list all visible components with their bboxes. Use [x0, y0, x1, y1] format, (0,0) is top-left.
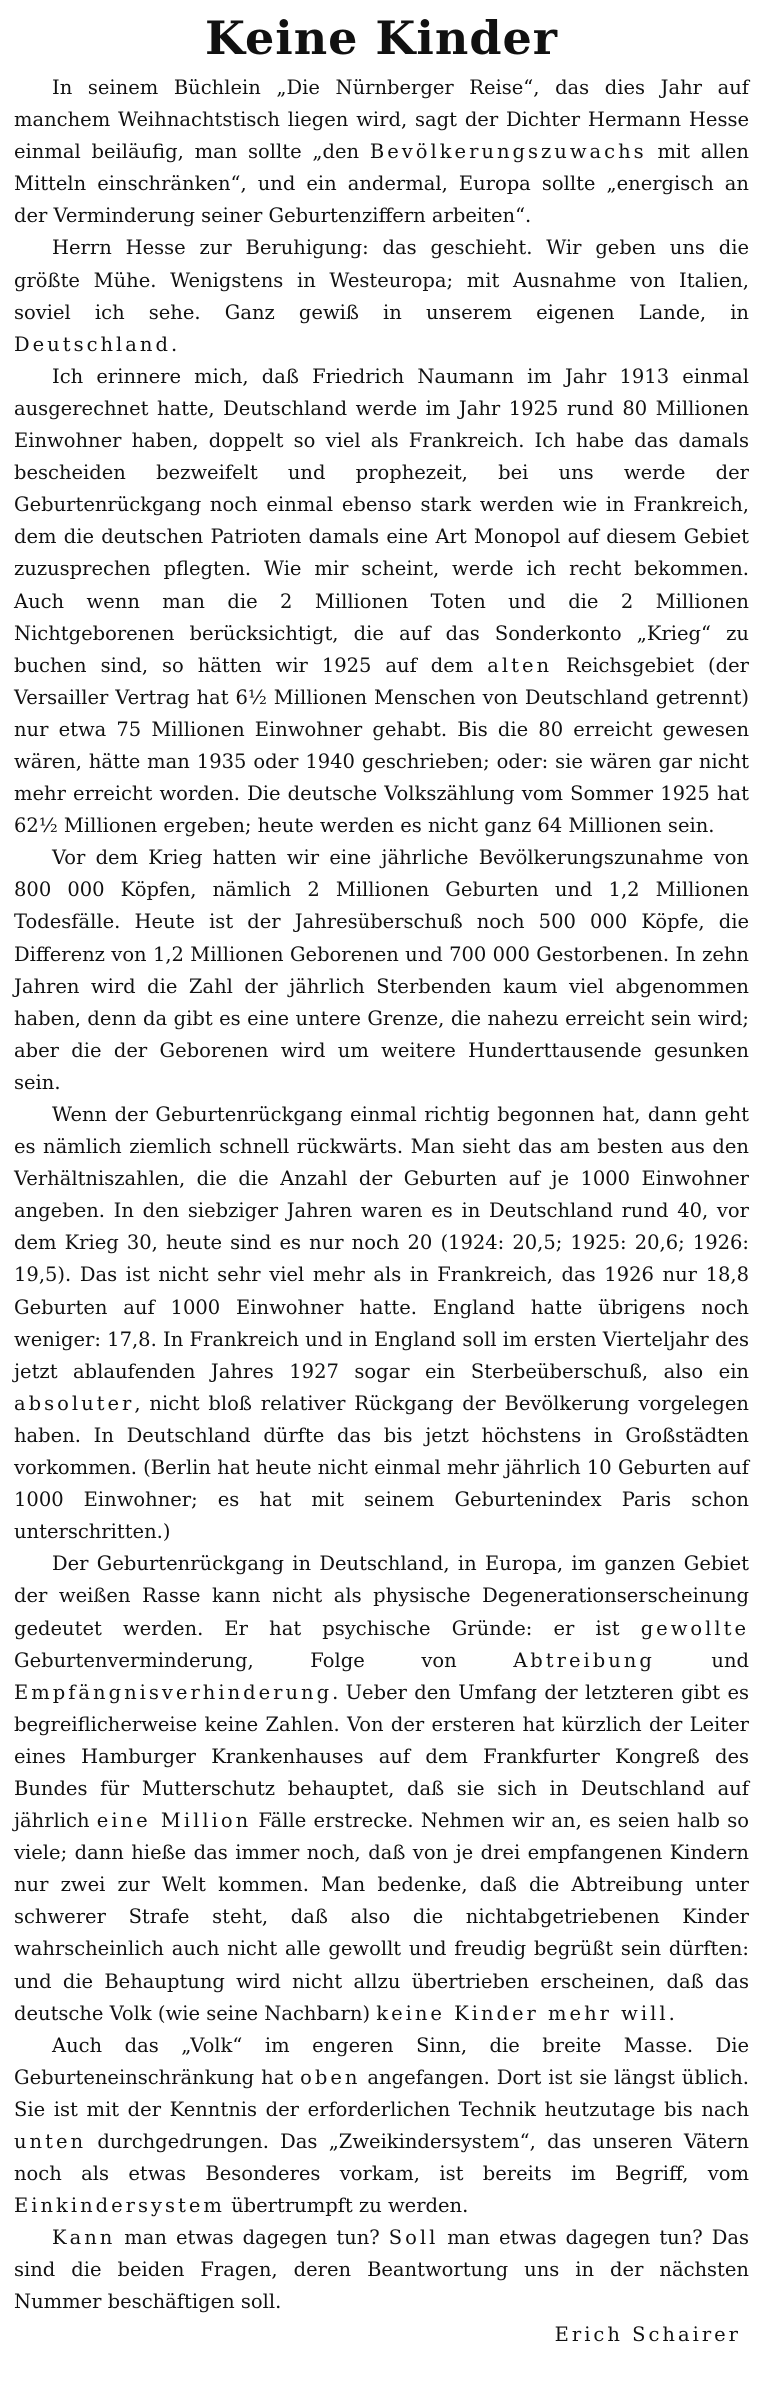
spaced-emphasis: Einkindersystem: [14, 2194, 225, 2218]
spaced-emphasis: Empfängnisverhinderung: [14, 1680, 333, 1704]
spaced-emphasis: Abtreibung: [513, 1648, 655, 1672]
paragraph: [14, 232, 749, 360]
text-run: Fälle erstrecke. Nehmen wir an, es seien halb so viele; dann hieße das immer noch, daß von je drei empfangenen Kindern nur zwei zur Welt kommen. Man bedenke, daß die Abtreibung unter schwerer Strafe steht, daß also die nichtabgetriebenen Kinder wahrscheinlich auch nicht alle gewollt und freudig begrüßt sein dürften: und die Behauptung wird nicht allzu übertrieben erscheinen, daß das deutsche Volk (wie seine Nachbarn): [14, 1809, 749, 2025]
text-run: .: [170, 332, 178, 356]
spaced-emphasis: absoluter: [14, 1391, 135, 1415]
text-run: Auch das „Volk“ im engeren Sinn, die breite Masse. Die Geburteneinschränkung hat: [14, 2033, 749, 2089]
text-run: . Ueber den Umfang der letzteren gibt es begreiflicherweise keine Zahlen. Von der ersteren hat kürzlich der Leiter eines Hamburger Krankenhauses auf dem Frankfurter Kongreß des Bundes für Mutterschutz behauptet, daß sie sich in Deutschland auf jährlich: [14, 1680, 749, 1833]
text-run: Wenn der Geburtenrückgang einmal richtig begonnen hat, dann geht es nämlich ziemlich schnell rückwärts. Man sieht das am besten aus den Verhältniszahlen, die die Anzahl der Geburten auf je 1000 Einwohner angeben. In den siebziger Jahren waren es in Deutschland rund 40, vor dem Krieg 30, heute sind es nur noch 20 (1924: 20,5; 1925: 20,6; 1926: 19,5). Das ist nicht sehr viel mehr als in Frankreich, das 1926 nur 18,8 Geburten auf 1000 Einwohner hatte. England hatte übrigens noch weniger: 17,8. In Frankreich und in England soll im ersten Vierteljahr des jetzt ablaufenden Jahres 1927 sogar ein Sterbeüberschuß, also ein: [14, 1103, 749, 1383]
spaced-emphasis: oben: [300, 2065, 361, 2089]
text-run: mit allen Mitteln einschränken“, und ein andermal, Europa sollte „energisch an der Verminderung seiner Geburtenziffern arbeiten“.: [14, 140, 749, 228]
spaced-emphasis: Kann: [52, 2226, 116, 2250]
text-run: Geburtenverminderung, Folge von: [14, 1648, 514, 1672]
text-run: Vor dem Krieg hatten wir eine jährliche Bevölkerungszunahme von 800 000 Köpfen, nämlich 2 Millionen Geburten und 1,2 Millionen Todesfälle. Heute ist der Jahresüberschuß noch 500 000 Köpfe, die Differenz von 1,2 Millionen Geborenen und 700 000 Gestorbenen. In zehn Jahren wird die Zahl der jährlich Sterbenden kaum viel abgenommen haben, denn da gibt es eine untere Grenze, die nahezu erreicht sein wird; aber die der Geborenen wird um weitere Hunderttausende gesunken sein.: [14, 846, 749, 1094]
text-run: man etwas dagegen tun?: [115, 2226, 389, 2250]
text-run: übertrumpft zu werden.: [224, 2194, 469, 2218]
spaced-emphasis: gewollte: [640, 1616, 749, 1640]
paragraph: [14, 1548, 749, 2029]
paragraph: [14, 842, 749, 1099]
text-run: .: [668, 2001, 675, 2025]
spaced-emphasis: Deutschland: [14, 332, 171, 356]
article-title: Keine Kinder: [204, 11, 558, 65]
text-run: und: [654, 1648, 749, 1672]
text-run: Reichsgebiet (der Versailler Vertrag hat 6½ Millionen Menschen von Deutschland getrennt) nur etwa 75 Millionen Einwohner gehabt. Bis die 80 erreicht gewesen wären, hätte man 1935 oder 1940 geschrieben; oder: sie wären gar nicht mehr erreicht worden. Die deutsche Volkszählung vom Sommer 1925 hat 62½ Millionen ergeben; heute werden es nicht ganz 64 Millionen sein.: [14, 653, 749, 838]
spaced-emphasis: alten: [487, 653, 553, 677]
author-signature: Erich Schairer: [554, 2322, 741, 2346]
paragraph: [14, 1099, 749, 1548]
spaced-emphasis: keine Kinder mehr will: [376, 2001, 669, 2025]
paragraph: [14, 2030, 749, 2223]
spaced-emphasis: Bevölkerungszuwachs: [369, 140, 647, 164]
text-run: In seinem Büchlein „Die Nürnberger Reise“, das dies Jahr auf manchem Weihnachtstisch liegen wird, sagt der Dichter Hermann Hesse einmal beiläufig, man sollte „den: [14, 76, 749, 164]
text-run: Ich erinnere mich, daß Friedrich Naumann im Jahr 1913 einmal ausgerechnet hatte, Deutschland werde im Jahr 1925 rund 80 Millionen Einwohner haben, doppelt so viel als Frankreich. Ich habe das damals bescheiden bezweifelt und prophezeit, bei uns werde der Geburtenrückgang noch einmal ebenso stark werden wie in Frankreich, dem die deutschen Patrioten damals eine Art Monopol auf diesem Gebiet zuzusprechen pflegten. Wie mir scheint, werde ich recht bekommen. Auch wenn man die 2 Millionen Toten und die 2 Millionen Nichtgeborenen berücksichtigt, die auf das Sonderkonto „Krieg“ zu buchen sind, so hätten wir 1925 auf dem: [14, 364, 749, 677]
text-run: Der Geburtenrückgang in Deutschland, in Europa, im ganzen Gebiet der weißen Rasse kann nicht als physische Degenerationserscheinung gedeutet werden. Er hat psychische Gründe: er ist: [14, 1552, 749, 1640]
spaced-emphasis: eine Million: [96, 1809, 252, 1833]
article-body: [14, 72, 749, 2319]
text-run: man etwas dagegen tun? Das sind die beiden Fragen, deren Beantwortung uns in der nächsten Nummer beschäftigen soll.: [14, 2226, 749, 2314]
text-run: Herrn Hesse zur Beruhigung: das geschieht. Wir geben uns die größte Mühe. Wenigstens in Westeuropa; mit Ausnahme von Italien, soviel ich sehe. Ganz gewiß in unserem eigenen Lande, in: [14, 236, 749, 324]
text-run: durchgedrungen. Das „Zweikindersystem“, das unseren Vätern noch als etwas Besonderes vorkam, ist bereits im Begriff, vom: [14, 2130, 749, 2186]
spaced-emphasis: unten: [14, 2130, 87, 2153]
paragraph: [14, 2222, 749, 2318]
paragraph: [14, 72, 749, 232]
text-run: , nicht bloß relativer Rückgang der Bevölkerung vorgelegen haben. In Deutschland dürfte das bis jetzt höchstens in Großstädten vorkommen. (Berlin hat heute nicht einmal mehr jährlich 10 Geburten auf 1000 Einwohner; es hat mit seinem Geburtenindex Paris schon unterschritten.): [14, 1391, 749, 1544]
spaced-emphasis: Soll: [388, 2226, 439, 2250]
paragraph: [14, 361, 749, 842]
text-run: angefangen. Dort ist sie längst üblich. Sie ist mit der Kenntnis der erforderlichen Technik heutzutage bis nach: [14, 2065, 749, 2121]
